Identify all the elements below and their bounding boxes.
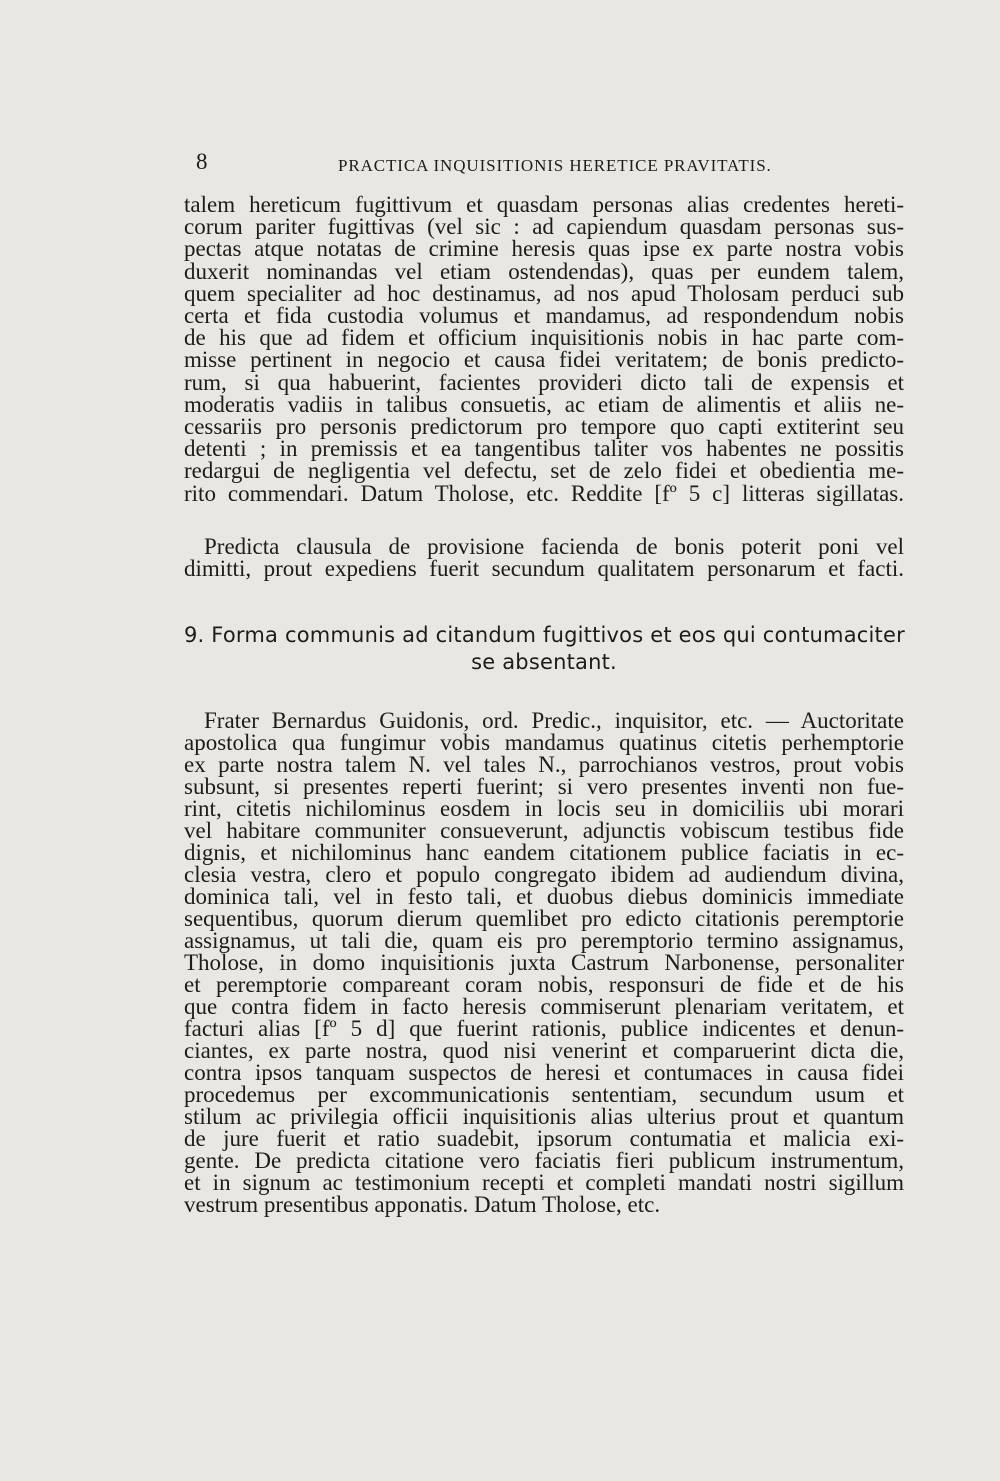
text-line: dimitti, prout expediens fuerit secundum qualitatem personarum et facti. [184, 556, 904, 582]
text-line: ciantes, ex parte nostra, quod nisi venerint et comparuerint dicta die, [184, 1038, 904, 1063]
text-line: contra ipsos tanquam suspectos de heresi et contumaces in causa fidei [184, 1060, 904, 1085]
text-line: dignis, et nichilominus hanc eandem citationem publice faciatis in ec- [184, 840, 904, 865]
paragraph-continuation [184, 194, 904, 505]
text-line: quem specialiter ad hoc destinamus, ad nos apud Tholosam perduci sub [184, 280, 904, 306]
text-line: vestrum presentibus apponatis. Datum Tholose, etc. [184, 1192, 661, 1217]
text-line: gente. De predicta citatione vero faciatis fieri publicum instrumentum, [184, 1148, 904, 1173]
text-line: talem hereticum fugittivum et quasdam personas alias credentes hereti- [184, 192, 904, 217]
text-line: rito commendari. Datum Tholose, etc. Reddite [fº 5 c] litteras sigillatas. [184, 480, 904, 506]
text-line: Predicta clausula de provisione facienda de bonis poterit poni vel [204, 534, 904, 559]
text-line: pectas atque notatas de crimine heresis quas ipse ex parte nostra vobis [184, 236, 904, 262]
text-line: misse pertinent in negocio et causa fidei veritatem; de bonis predicto- [184, 347, 904, 373]
text-line: Tholose, in domo inquisitionis juxta Castrum Narbonense, personaliter [184, 950, 904, 975]
text-line: detenti ; in premissis et ea tangentibus taliter vos habentes ne possitis [184, 436, 904, 462]
text-line: redargui de negligentia vel defectu, set de zelo fidei et obedientia me- [184, 458, 904, 484]
running-title: PRACTICA INQUISITIONIS HERETICE PRAVITATIS. [338, 156, 772, 175]
text-line: de his que ad fidem et officium inquisitionis nobis in hac parte com- [184, 325, 904, 351]
text-line: que contra fidem in facto heresis commiserunt plenariam veritatem, et [184, 994, 904, 1019]
text-line: ex parte nostra talem N. vel tales N., parrochianos vestros, prout vobis [184, 752, 904, 777]
section-heading [184, 622, 904, 676]
paragraph-provision-note [184, 536, 904, 580]
text-line: facturi alias [fº 5 d] que fuerint rationis, publice indicentes et denun- [184, 1016, 904, 1041]
text-line: de jure fuerit et ratio suadebit, ipsorum contumatia et malicia exi- [184, 1126, 904, 1151]
page-header [196, 148, 912, 180]
text-line: apostolica qua fungimur vobis mandamus quatinus citetis perhemptorie [184, 730, 904, 755]
text-line: Frater Bernardus Guidonis, ord. Predic., inquisitor, etc. — Auctoritate [204, 708, 904, 733]
text-line: sequentibus, quorum dierum quemlibet pro edicto citationis peremptorie [184, 906, 904, 931]
text-line: vel habitare communiter consueverunt, adjunctis vobiscum testibus fide [184, 818, 904, 843]
text-line: clesia vestra, clero et populo congregato ibidem ad audiendum divina, [184, 862, 904, 887]
text-line: et peremptorie compareant coram nobis, responsuri de fide et de his [184, 972, 904, 997]
heading-line: 9. Forma communis ad citandum fugittivos et eos qui contumaciter [184, 623, 905, 647]
text-line: certa et fida custodia volumus et mandamus, ad respondendum nobis [184, 303, 904, 329]
text-line: moderatis vadiis in talibus consuetis, ac etiam de alimentis et aliis ne- [184, 391, 904, 417]
text-line: duxerit nominandas vel etiam ostendendas), quas per eundem talem, [184, 258, 904, 284]
text-line: cessariis pro personis predictorum pro tempore quo capti extiterint seu [184, 414, 904, 440]
text-line: et in signum ac testimonium recepti et completi mandati nostri sigillum [184, 1170, 904, 1195]
text-line: procedemus per excommunicationis sententiam, secundum usum et [184, 1082, 904, 1107]
text-line: assignamus, ut tali die, quam eis pro peremptorio termino assignamus, [184, 928, 904, 953]
text-line: dominica tali, vel in festo tali, et duobus diebus dominicis immediate [184, 884, 904, 909]
text-line: stilum ac privilegia officii inquisitionis alias ulterius prout et quantum [184, 1104, 904, 1129]
text-line: corum pariter fugittivas (vel sic : ad capiendum quasdam personas sus- [184, 214, 904, 240]
text-line: rum, si qua habuerint, facientes provideri dicto tali de expensis et [184, 369, 904, 395]
text-line: rint, citetis nichilominus eosdem in locis seu in domiciliis ubi morari [184, 796, 904, 821]
paragraph-citation-form [184, 710, 904, 1216]
heading-line: se absentant. [471, 650, 617, 674]
page-number: 8 [196, 149, 208, 174]
text-line: subsunt, si presentes reperti fuerint; si vero presentes inventi non fue- [184, 774, 904, 799]
